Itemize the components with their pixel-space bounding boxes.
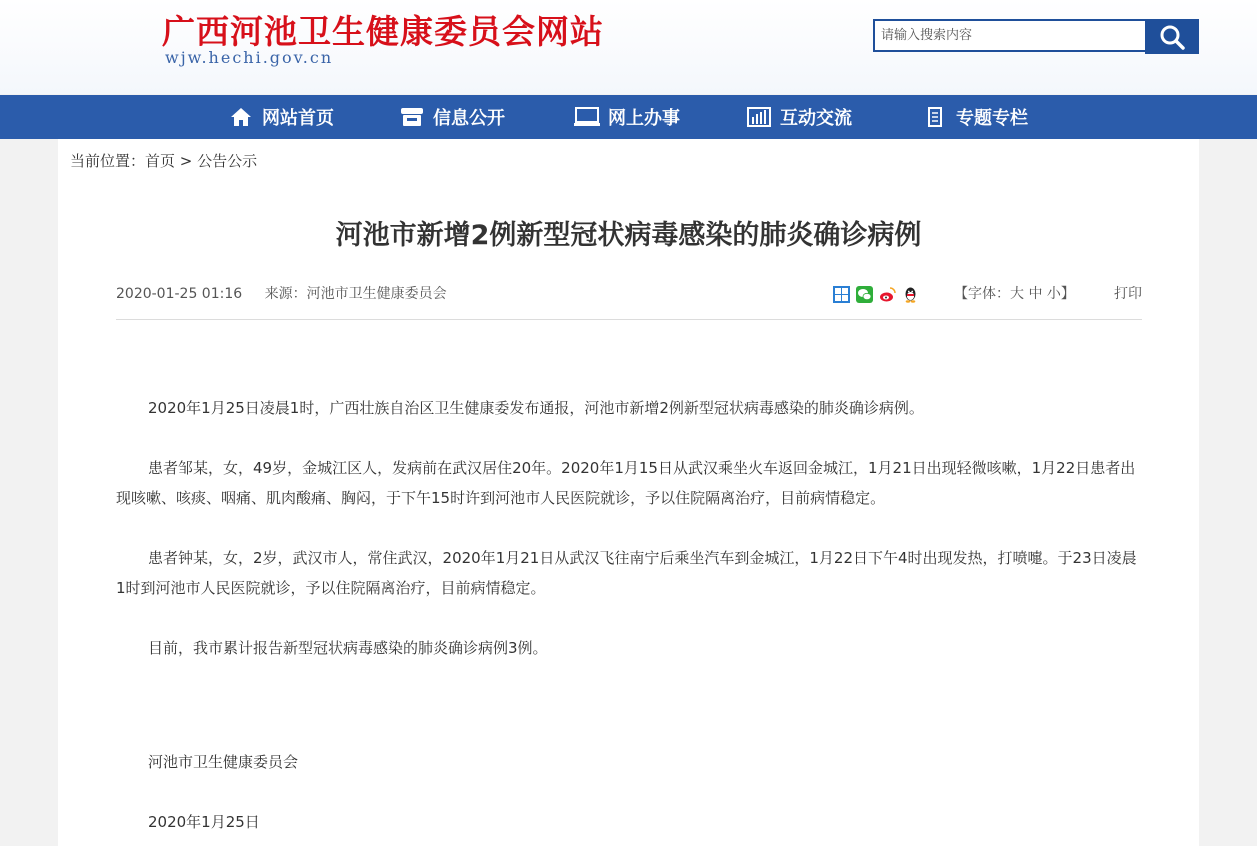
content-panel — [58, 139, 1199, 846]
site-url: wjw.hechi.gov.cn — [165, 48, 334, 67]
nav-item-special[interactable] — [922, 95, 1028, 139]
font-size-prefix: 【字体： — [954, 286, 1010, 302]
font-size-medium[interactable]: 中 — [1028, 286, 1043, 302]
font-size-large[interactable]: 大 — [1010, 286, 1024, 302]
nav-label: 专题专栏 — [956, 108, 1028, 129]
info-icon — [399, 106, 425, 128]
monitor-icon — [574, 106, 600, 128]
article-paragraph: 患者钟某，女，2岁，武汉市人，常住武汉，2020年1月21日从武汉飞往南宁后乘坐汽车到金城江，1月22日下午4时出现发热，打喷嚏。于23日凌晨1时到河池市人民医院就诊，予以住院隔离治疗，目前病情稳定。 — [116, 549, 1137, 597]
nav-label: 互动交流 — [780, 108, 852, 129]
article-paragraph: 2020年1月25日凌晨1时，广西壮族自治区卫生健康委发布通报，河池市新增2例新型冠状病毒感染的肺炎确诊病例。 — [148, 399, 924, 417]
chart-icon — [746, 106, 772, 128]
font-size-small[interactable]: 小 — [1046, 286, 1061, 302]
breadcrumb-home-link[interactable]: 首页 — [145, 152, 176, 170]
nav-label: 信息公开 — [433, 108, 505, 129]
qq-icon[interactable] — [902, 286, 919, 303]
breadcrumb-prefix: 当前位置： — [70, 152, 146, 170]
article-paragraph: 患者邹某，女，49岁，金城江区人，发病前在武汉居住20年。2020年1月15日从武汉乘坐火车返回金城江，1月21日出现轻微咳嗽，1月22日患者出现咳嗽、咳痰、咽痛、肌肉酸痛、胸闷，于下午15时许到河池市人民医院就诊，予以住院隔离治疗，目前病情稳定。 — [116, 459, 1136, 507]
search-box — [873, 19, 1145, 52]
breadcrumb — [70, 150, 257, 171]
main-nav — [0, 95, 1257, 139]
wechat-icon[interactable] — [856, 286, 873, 303]
article-title: 河池市新增2例新型冠状病毒感染的肺炎确诊病例 — [335, 220, 922, 251]
document-icon — [922, 106, 948, 128]
article-paragraph: 目前，我市累计报告新型冠状病毒感染的肺炎确诊病例3例。 — [148, 639, 548, 657]
breadcrumb-current-link[interactable]: 公告公示 — [197, 152, 258, 170]
nav-item-online-service[interactable] — [574, 95, 680, 139]
publish-date: 2020-01-25 01:16 — [116, 286, 243, 302]
print-link[interactable]: 打印 — [1114, 286, 1142, 302]
nav-item-info[interactable] — [399, 95, 505, 139]
site-header — [0, 0, 1257, 94]
share-bar — [833, 286, 919, 303]
share-more-icon[interactable] — [833, 286, 850, 303]
nav-label: 网站首页 — [262, 108, 334, 129]
article-body — [116, 393, 1142, 693]
article-source: 来源：河池市卫生健康委员会 — [264, 286, 447, 302]
font-size-control — [954, 283, 1075, 303]
home-icon — [228, 106, 254, 128]
search-icon — [1159, 24, 1185, 50]
breadcrumb-separator: > — [175, 152, 198, 170]
nav-item-interaction[interactable] — [746, 95, 852, 139]
font-size-suffix: 】 — [1060, 286, 1075, 302]
search-button[interactable] — [1145, 19, 1199, 54]
search-input[interactable] — [875, 21, 1145, 50]
article-meta — [116, 283, 447, 303]
article-sign-date: 2020年1月25日 — [148, 813, 260, 831]
nav-label: 网上办事 — [608, 108, 680, 129]
article-signature: 河池市卫生健康委员会 — [148, 753, 299, 771]
weibo-icon[interactable] — [879, 286, 896, 303]
nav-item-home[interactable] — [228, 95, 334, 139]
meta-divider — [116, 319, 1142, 320]
site-title[interactable]: 广西河池卫生健康委员会网站 — [162, 12, 604, 51]
